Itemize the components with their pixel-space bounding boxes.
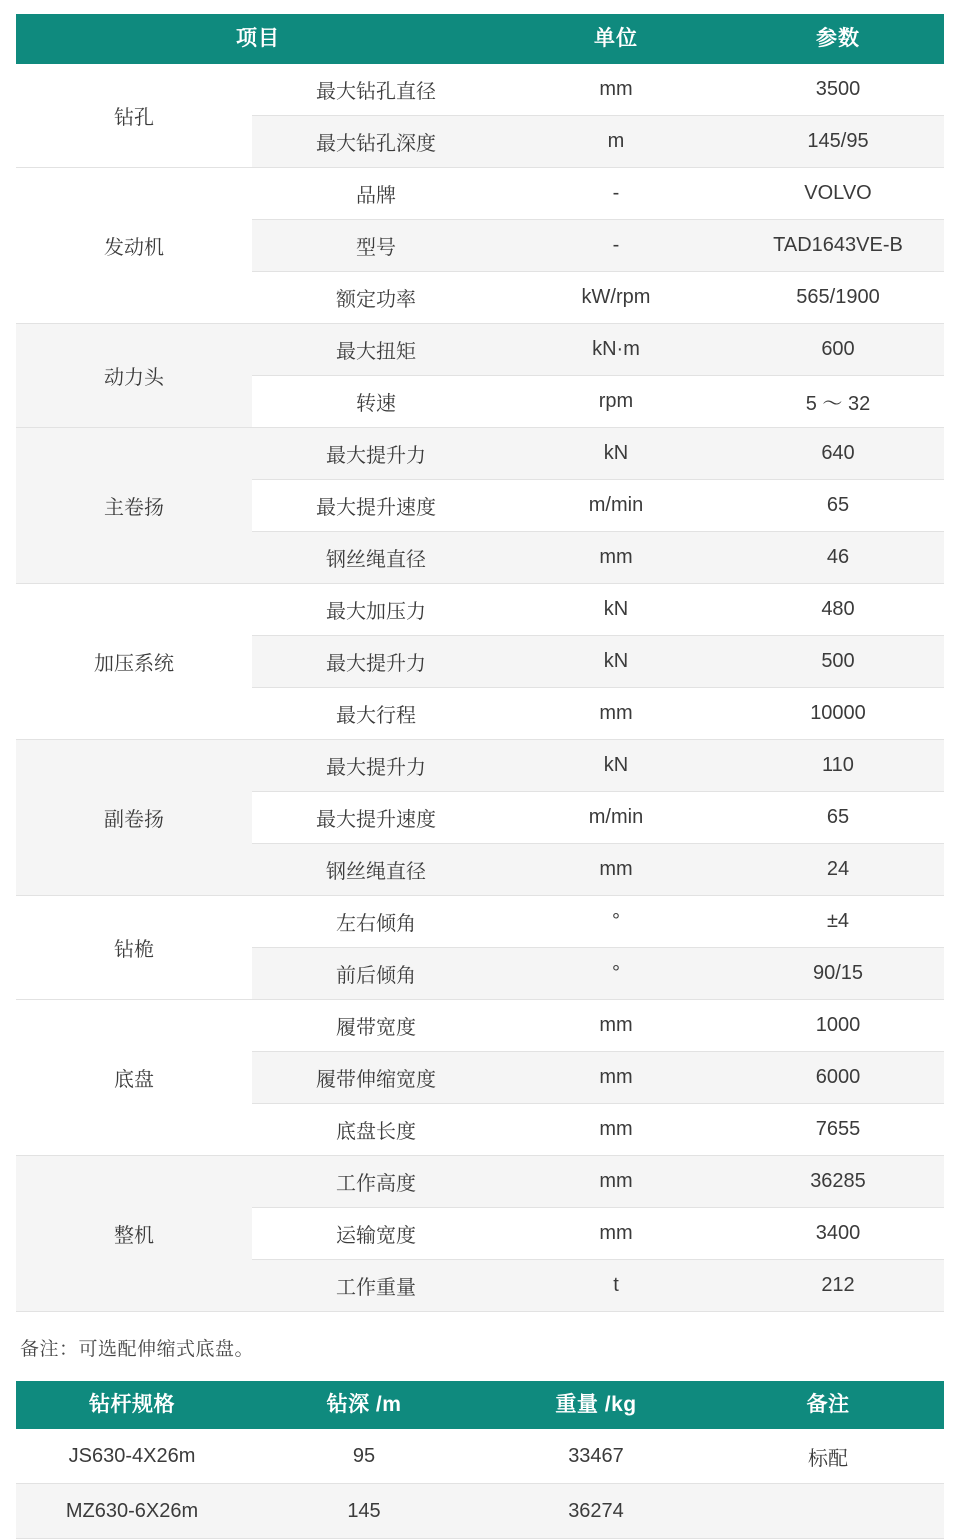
spec-item-label: 左右倾角 bbox=[252, 896, 500, 948]
spec-item-label: 履带伸缩宽度 bbox=[252, 1052, 500, 1104]
spec-parameter-value: TAD1643VE-B bbox=[732, 220, 944, 272]
spec-item-label: 钢丝绳直径 bbox=[252, 844, 500, 896]
table-row bbox=[16, 740, 944, 792]
drill-rod-table bbox=[16, 1381, 944, 1539]
spec-item-label: 工作重量 bbox=[252, 1260, 500, 1312]
spec-item-label: 最大扭矩 bbox=[252, 324, 500, 376]
spec-unit-value: kW/rpm bbox=[500, 272, 732, 324]
spec-parameter-value: 565/1900 bbox=[732, 272, 944, 324]
spec-unit-value: kN·m bbox=[500, 324, 732, 376]
spec-unit-value: mm bbox=[500, 532, 732, 584]
spec-unit-value: mm bbox=[500, 64, 732, 116]
table-row bbox=[16, 64, 944, 116]
spec-item-label: 最大钻孔深度 bbox=[252, 116, 500, 168]
spec-unit-value: kN bbox=[500, 740, 732, 792]
spec-item-label: 最大提升速度 bbox=[252, 792, 500, 844]
rod-depth-value: 95 bbox=[248, 1429, 480, 1484]
spec-item-label: 前后倾角 bbox=[252, 948, 500, 1000]
spec-parameter-value: 6000 bbox=[732, 1052, 944, 1104]
spec-item-label: 最大提升力 bbox=[252, 740, 500, 792]
spec-parameter-value: 46 bbox=[732, 532, 944, 584]
rod-depth-value: 145 bbox=[248, 1484, 480, 1539]
rod-header-row bbox=[16, 1381, 944, 1429]
spec-unit-value: - bbox=[500, 168, 732, 220]
spec-parameter-value: 500 bbox=[732, 636, 944, 688]
spec-table-head bbox=[16, 14, 944, 64]
spec-item-label: 型号 bbox=[252, 220, 500, 272]
spec-item-label: 履带宽度 bbox=[252, 1000, 500, 1052]
spec-parameter-value: 3400 bbox=[732, 1208, 944, 1260]
spec-unit-value: kN bbox=[500, 428, 732, 480]
spec-header-row bbox=[16, 14, 944, 64]
spec-parameter-value: 480 bbox=[732, 584, 944, 636]
spec-unit-value: rpm bbox=[500, 376, 732, 428]
spec-unit-value: t bbox=[500, 1260, 732, 1312]
rod-weight-value: 36274 bbox=[480, 1484, 712, 1539]
spec-parameter-value: 640 bbox=[732, 428, 944, 480]
rod-header-depth: 钻深 /m bbox=[248, 1381, 480, 1429]
rod-header-weight: 重量 /kg bbox=[480, 1381, 712, 1429]
spec-item-label: 最大提升速度 bbox=[252, 480, 500, 532]
spec-parameter-value: 65 bbox=[732, 792, 944, 844]
spec-unit-value: ° bbox=[500, 896, 732, 948]
rod-remark-value bbox=[712, 1484, 944, 1539]
spec-item-label: 最大提升力 bbox=[252, 636, 500, 688]
spec-group-label: 钻桅 bbox=[16, 896, 252, 1000]
spec-parameter-value: 7655 bbox=[732, 1104, 944, 1156]
spec-parameter-value: 65 bbox=[732, 480, 944, 532]
machine-spec-table bbox=[16, 14, 944, 1312]
spec-parameter-value: 24 bbox=[732, 844, 944, 896]
spec-unit-value: mm bbox=[500, 688, 732, 740]
spec-parameter-value: ±4 bbox=[732, 896, 944, 948]
spec-unit-value: mm bbox=[500, 1104, 732, 1156]
rod-table-body bbox=[16, 1429, 944, 1539]
spec-unit-value: kN bbox=[500, 584, 732, 636]
spec-item-label: 额定功率 bbox=[252, 272, 500, 324]
spec-group-label: 钻孔 bbox=[16, 64, 252, 168]
spec-group-label: 副卷扬 bbox=[16, 740, 252, 896]
table-row bbox=[16, 168, 944, 220]
spec-parameter-value: 1000 bbox=[732, 1000, 944, 1052]
spec-unit-value: m/min bbox=[500, 792, 732, 844]
spec-parameter-value: VOLVO bbox=[732, 168, 944, 220]
spec-parameter-value: 3500 bbox=[732, 64, 944, 116]
spec-item-label: 最大钻孔直径 bbox=[252, 64, 500, 116]
spec-unit-value: mm bbox=[500, 844, 732, 896]
spec-group-label: 加压系统 bbox=[16, 584, 252, 740]
spec-parameter-value: 110 bbox=[732, 740, 944, 792]
spec-parameter-value: 36285 bbox=[732, 1156, 944, 1208]
spec-note: 备注：可选配伸缩式底盘。 bbox=[20, 1339, 255, 1360]
spec-unit-value: - bbox=[500, 220, 732, 272]
spec-item-label: 工作高度 bbox=[252, 1156, 500, 1208]
spec-parameter-value: 600 bbox=[732, 324, 944, 376]
spec-unit-value: mm bbox=[500, 1208, 732, 1260]
spec-parameter-value: 5 ～ 32 bbox=[732, 376, 944, 428]
rod-table-head bbox=[16, 1381, 944, 1429]
spec-group-label: 整机 bbox=[16, 1156, 252, 1312]
spec-item-label: 品牌 bbox=[252, 168, 500, 220]
spec-header-value: 参数 bbox=[732, 14, 944, 64]
spec-unit-value: mm bbox=[500, 1052, 732, 1104]
spec-table-body bbox=[16, 64, 944, 1312]
spec-parameter-value: 145/95 bbox=[732, 116, 944, 168]
table-row bbox=[16, 1156, 944, 1208]
spec-group-label: 底盘 bbox=[16, 1000, 252, 1156]
rod-weight-value: 33467 bbox=[480, 1429, 712, 1484]
spec-header-unit: 单位 bbox=[500, 14, 732, 64]
rod-remark-value: 标配 bbox=[712, 1429, 944, 1484]
rod-header-spec: 钻杆规格 bbox=[16, 1381, 248, 1429]
table-row bbox=[16, 896, 944, 948]
spec-parameter-value: 212 bbox=[732, 1260, 944, 1312]
table-row bbox=[16, 584, 944, 636]
spec-unit-value: mm bbox=[500, 1000, 732, 1052]
rod-spec-value: JS630-4X26m bbox=[16, 1429, 248, 1484]
spec-item-label: 底盘长度 bbox=[252, 1104, 500, 1156]
spec-header-project: 项目 bbox=[16, 14, 500, 64]
spec-parameter-value: 10000 bbox=[732, 688, 944, 740]
table-row bbox=[16, 1484, 944, 1539]
table-row bbox=[16, 428, 944, 480]
spec-item-label: 钢丝绳直径 bbox=[252, 532, 500, 584]
spec-item-label: 转速 bbox=[252, 376, 500, 428]
spec-group-label: 主卷扬 bbox=[16, 428, 252, 584]
table-row bbox=[16, 324, 944, 376]
table-row bbox=[16, 1000, 944, 1052]
rod-header-remark: 备注 bbox=[712, 1381, 944, 1429]
spec-unit-value: kN bbox=[500, 636, 732, 688]
spec-item-label: 最大提升力 bbox=[252, 428, 500, 480]
spec-item-label: 最大行程 bbox=[252, 688, 500, 740]
spec-group-label: 动力头 bbox=[16, 324, 252, 428]
spec-group-label: 发动机 bbox=[16, 168, 252, 324]
spec-parameter-value: 90/15 bbox=[732, 948, 944, 1000]
spec-unit-value: ° bbox=[500, 948, 732, 1000]
rod-spec-value: MZ630-6X26m bbox=[16, 1484, 248, 1539]
spec-unit-value: mm bbox=[500, 1156, 732, 1208]
table-row bbox=[16, 1429, 944, 1484]
spec-item-label: 最大加压力 bbox=[252, 584, 500, 636]
spec-item-label: 运输宽度 bbox=[252, 1208, 500, 1260]
spec-unit-value: m bbox=[500, 116, 732, 168]
spec-unit-value: m/min bbox=[500, 480, 732, 532]
